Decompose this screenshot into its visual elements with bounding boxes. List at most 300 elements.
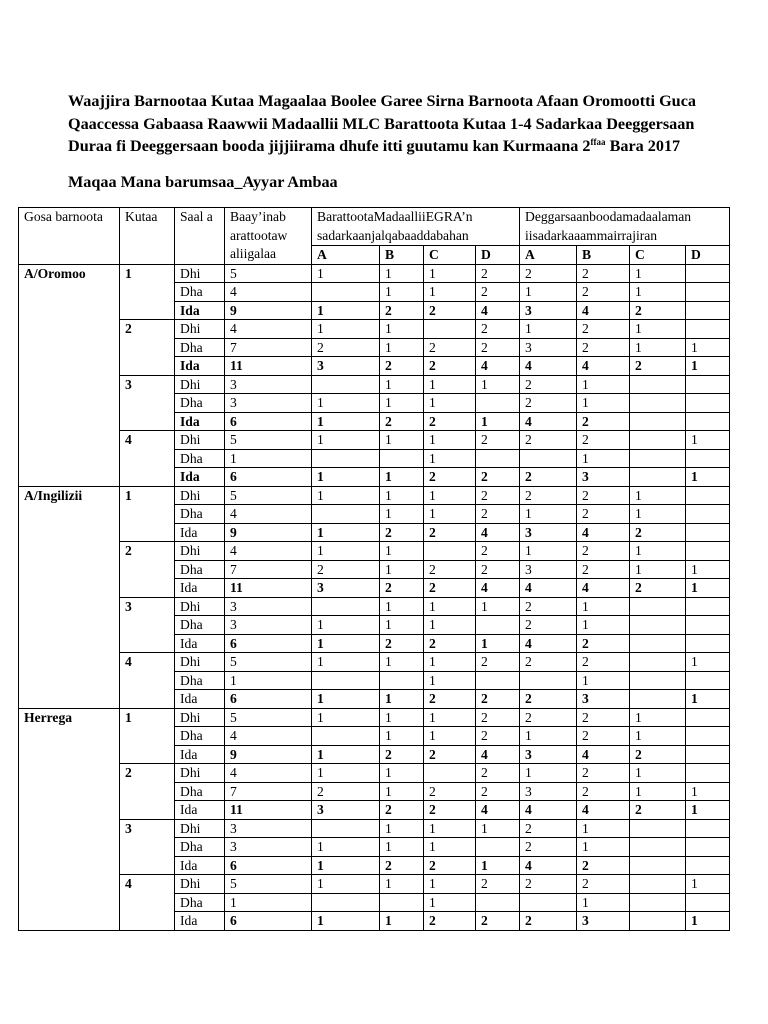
value-cell: 4 <box>577 745 630 764</box>
value-cell: 1 <box>520 320 577 339</box>
total-students-cell: 9 <box>225 745 312 764</box>
value-cell: 1 <box>424 375 476 394</box>
value-cell: 1 <box>380 468 424 487</box>
total-students-cell: 11 <box>225 801 312 820</box>
value-cell <box>686 412 730 431</box>
header-letter: C <box>424 246 476 265</box>
table-row <box>19 431 730 450</box>
value-cell: 1 <box>476 634 520 653</box>
grade-cell: 2 <box>120 542 175 598</box>
value-cell <box>312 283 380 302</box>
value-cell: 1 <box>312 616 380 635</box>
value-cell: 1 <box>380 690 424 709</box>
total-students-cell: 5 <box>225 264 312 283</box>
value-cell: 4 <box>520 801 577 820</box>
value-cell: 1 <box>630 782 686 801</box>
value-cell <box>476 616 520 635</box>
value-cell: 4 <box>520 856 577 875</box>
value-cell <box>686 283 730 302</box>
value-cell: 1 <box>312 838 380 857</box>
value-cell: 1 <box>312 486 380 505</box>
sex-cell: Ida <box>175 912 225 931</box>
total-students-cell: 11 <box>225 357 312 376</box>
value-cell: 3 <box>520 523 577 542</box>
total-students-cell: 11 <box>225 579 312 598</box>
value-cell: 2 <box>630 745 686 764</box>
value-cell: 1 <box>312 634 380 653</box>
document-title <box>68 90 728 158</box>
grade-cell: 3 <box>120 375 175 431</box>
value-cell: 1 <box>380 653 424 672</box>
title-line-2: Qaaccessa Gabaasa Raawwii Madaallii MLC Barattoota Kutaa 1-4 Sadarkaa Deeggersaan <box>68 114 695 133</box>
table-row <box>19 653 730 672</box>
value-cell: 2 <box>424 523 476 542</box>
value-cell: 2 <box>424 579 476 598</box>
title-line-3-text: Duraa fi Deeggersaan booda jijjiirama dhufe itti guutamu kan Kurmaana 2 <box>68 137 591 155</box>
value-cell: 1 <box>686 912 730 931</box>
total-students-cell: 6 <box>225 634 312 653</box>
value-cell: 1 <box>686 560 730 579</box>
value-cell: 3 <box>520 745 577 764</box>
sex-cell: Dha <box>175 671 225 690</box>
header-letter: C <box>630 246 686 265</box>
value-cell: 1 <box>424 283 476 302</box>
value-cell <box>630 634 686 653</box>
value-cell: 2 <box>424 634 476 653</box>
sex-cell: Ida <box>175 412 225 431</box>
value-cell: 1 <box>312 542 380 561</box>
sex-cell: Dha <box>175 283 225 302</box>
value-cell: 2 <box>424 912 476 931</box>
value-cell: 1 <box>577 671 630 690</box>
value-cell: 2 <box>520 653 577 672</box>
value-cell <box>686 320 730 339</box>
total-students-cell: 5 <box>225 708 312 727</box>
value-cell: 1 <box>686 653 730 672</box>
table-row <box>19 375 730 394</box>
total-students-cell: 4 <box>225 764 312 783</box>
value-cell <box>686 542 730 561</box>
table-row <box>19 819 730 838</box>
header-letter: D <box>686 246 730 265</box>
value-cell: 2 <box>520 375 577 394</box>
value-cell: 2 <box>520 431 577 450</box>
value-cell: 2 <box>424 690 476 709</box>
table-row <box>19 486 730 505</box>
value-cell <box>630 893 686 912</box>
value-cell: 2 <box>476 690 520 709</box>
grade-cell: 3 <box>120 597 175 653</box>
value-cell: 1 <box>476 597 520 616</box>
value-cell <box>424 320 476 339</box>
value-cell: 1 <box>424 671 476 690</box>
value-cell: 2 <box>577 708 630 727</box>
value-cell: 1 <box>476 856 520 875</box>
sex-cell: Dha <box>175 449 225 468</box>
value-cell <box>686 301 730 320</box>
value-cell: 1 <box>380 727 424 746</box>
sex-cell: Dha <box>175 338 225 357</box>
value-cell: 2 <box>424 782 476 801</box>
value-cell: 1 <box>312 264 380 283</box>
value-cell: 2 <box>424 801 476 820</box>
total-students-cell: 3 <box>225 394 312 413</box>
value-cell: 1 <box>380 875 424 894</box>
sex-cell: Dhi <box>175 708 225 727</box>
value-cell: 1 <box>630 320 686 339</box>
value-cell <box>630 597 686 616</box>
title-tail: Bara 2017 <box>605 137 681 155</box>
value-cell: 1 <box>686 690 730 709</box>
sex-cell: Dha <box>175 505 225 524</box>
total-students-cell: 6 <box>225 412 312 431</box>
sex-cell: Dha <box>175 394 225 413</box>
value-cell: 2 <box>577 486 630 505</box>
value-cell <box>312 671 380 690</box>
value-cell: 1 <box>424 431 476 450</box>
header-row-main <box>19 208 730 246</box>
total-students-cell: 1 <box>225 671 312 690</box>
value-cell: 1 <box>380 708 424 727</box>
sex-cell: Dha <box>175 616 225 635</box>
grade-cell: 3 <box>120 819 175 875</box>
value-cell: 1 <box>380 375 424 394</box>
value-cell: 1 <box>312 912 380 931</box>
value-cell <box>630 449 686 468</box>
value-cell: 2 <box>630 801 686 820</box>
value-cell: 1 <box>424 449 476 468</box>
sex-cell: Dhi <box>175 875 225 894</box>
value-cell: 1 <box>577 616 630 635</box>
value-cell: 2 <box>424 745 476 764</box>
sex-cell: Ida <box>175 468 225 487</box>
value-cell: 2 <box>476 505 520 524</box>
total-students-cell: 3 <box>225 819 312 838</box>
value-cell <box>424 542 476 561</box>
value-cell: 4 <box>577 801 630 820</box>
value-cell: 2 <box>577 875 630 894</box>
value-cell: 1 <box>380 782 424 801</box>
value-cell <box>686 486 730 505</box>
value-cell <box>380 449 424 468</box>
value-cell: 4 <box>476 301 520 320</box>
value-cell: 2 <box>577 542 630 561</box>
value-cell: 2 <box>577 412 630 431</box>
value-cell: 4 <box>577 579 630 598</box>
value-cell: 1 <box>520 505 577 524</box>
value-cell: 2 <box>476 708 520 727</box>
table-row <box>19 320 730 339</box>
value-cell: 2 <box>476 912 520 931</box>
value-cell: 1 <box>312 468 380 487</box>
sex-cell: Dhi <box>175 264 225 283</box>
sex-cell: Dhi <box>175 653 225 672</box>
value-cell <box>686 449 730 468</box>
value-cell: 1 <box>424 616 476 635</box>
value-cell <box>630 838 686 857</box>
value-cell: 2 <box>520 819 577 838</box>
table-row <box>19 708 730 727</box>
value-cell: 1 <box>630 486 686 505</box>
total-students-cell: 9 <box>225 523 312 542</box>
value-cell: 1 <box>577 597 630 616</box>
value-cell: 2 <box>476 264 520 283</box>
grade-cell: 4 <box>120 875 175 931</box>
value-cell <box>630 819 686 838</box>
value-cell: 2 <box>577 338 630 357</box>
value-cell: 2 <box>424 856 476 875</box>
value-cell: 2 <box>424 560 476 579</box>
value-cell: 1 <box>424 875 476 894</box>
value-cell: 3 <box>312 801 380 820</box>
value-cell: 1 <box>520 283 577 302</box>
value-cell: 2 <box>476 875 520 894</box>
value-cell: 1 <box>380 616 424 635</box>
value-cell: 1 <box>380 431 424 450</box>
header-baay: Baay’inab arattootaw aliigalaa <box>225 208 312 265</box>
header-letter: A <box>520 246 577 265</box>
sex-cell: Dhi <box>175 431 225 450</box>
value-cell <box>686 394 730 413</box>
value-cell: 1 <box>312 764 380 783</box>
value-cell <box>476 893 520 912</box>
value-cell: 2 <box>380 745 424 764</box>
value-cell <box>686 856 730 875</box>
value-cell: 2 <box>520 690 577 709</box>
header-letter: A <box>312 246 380 265</box>
value-cell <box>686 671 730 690</box>
value-cell: 1 <box>520 764 577 783</box>
value-cell: 4 <box>476 579 520 598</box>
value-cell: 2 <box>312 560 380 579</box>
value-cell: 1 <box>312 745 380 764</box>
value-cell <box>312 597 380 616</box>
total-students-cell: 3 <box>225 375 312 394</box>
value-cell <box>630 912 686 931</box>
value-cell: 1 <box>577 838 630 857</box>
value-cell <box>312 449 380 468</box>
total-students-cell: 3 <box>225 616 312 635</box>
value-cell: 1 <box>686 801 730 820</box>
value-cell: 1 <box>686 782 730 801</box>
value-cell: 1 <box>424 708 476 727</box>
value-cell: 1 <box>312 394 380 413</box>
value-cell: 1 <box>476 375 520 394</box>
total-students-cell: 5 <box>225 486 312 505</box>
sex-cell: Ida <box>175 301 225 320</box>
value-cell: 2 <box>577 634 630 653</box>
value-cell: 2 <box>380 634 424 653</box>
value-cell <box>686 616 730 635</box>
value-cell: 1 <box>380 394 424 413</box>
value-cell: 2 <box>380 523 424 542</box>
value-cell: 1 <box>380 486 424 505</box>
total-students-cell: 4 <box>225 320 312 339</box>
header-gosa: Gosa barnoota <box>19 208 120 265</box>
value-cell <box>686 727 730 746</box>
value-cell: 1 <box>312 320 380 339</box>
value-cell <box>520 893 577 912</box>
value-cell: 1 <box>424 597 476 616</box>
title-line-3 <box>68 135 728 158</box>
value-cell: 1 <box>380 283 424 302</box>
value-cell: 2 <box>577 782 630 801</box>
value-cell: 1 <box>577 893 630 912</box>
value-cell: 1 <box>424 264 476 283</box>
value-cell: 2 <box>476 727 520 746</box>
sex-cell: Ida <box>175 357 225 376</box>
value-cell: 1 <box>630 708 686 727</box>
value-cell: 1 <box>686 579 730 598</box>
value-cell: 4 <box>476 801 520 820</box>
value-cell: 2 <box>476 764 520 783</box>
value-cell <box>686 375 730 394</box>
value-cell: 2 <box>520 838 577 857</box>
header-letter: B <box>577 246 630 265</box>
value-cell: 1 <box>686 875 730 894</box>
sex-cell: Dhi <box>175 375 225 394</box>
sex-cell: Dha <box>175 727 225 746</box>
value-cell: 1 <box>424 394 476 413</box>
grade-cell: 1 <box>120 486 175 542</box>
value-cell <box>630 431 686 450</box>
header-group-egra: BarattootaMadaalliiEGRA’n sadarkaanjalqabaaddabahan <box>312 208 520 246</box>
value-cell: 2 <box>476 468 520 487</box>
report-table <box>18 207 730 931</box>
value-cell: 1 <box>630 264 686 283</box>
total-students-cell: 6 <box>225 468 312 487</box>
value-cell: 3 <box>520 301 577 320</box>
total-students-cell: 1 <box>225 449 312 468</box>
value-cell: 1 <box>424 653 476 672</box>
total-students-cell: 5 <box>225 431 312 450</box>
table-row <box>19 764 730 783</box>
value-cell: 3 <box>312 357 380 376</box>
value-cell: 2 <box>577 320 630 339</box>
value-cell: 2 <box>630 579 686 598</box>
total-students-cell: 5 <box>225 875 312 894</box>
total-students-cell: 3 <box>225 838 312 857</box>
value-cell: 1 <box>630 542 686 561</box>
value-cell: 2 <box>476 283 520 302</box>
grade-cell: 1 <box>120 264 175 320</box>
value-cell: 2 <box>577 283 630 302</box>
value-cell <box>424 764 476 783</box>
value-cell <box>312 819 380 838</box>
value-cell: 3 <box>577 468 630 487</box>
total-students-cell: 6 <box>225 856 312 875</box>
value-cell: 3 <box>577 690 630 709</box>
header-letter: D <box>476 246 520 265</box>
sex-cell: Dhi <box>175 542 225 561</box>
subject-cell: Herrega <box>19 708 120 930</box>
value-cell <box>312 893 380 912</box>
value-cell: 3 <box>312 579 380 598</box>
value-cell: 1 <box>312 523 380 542</box>
value-cell <box>686 634 730 653</box>
total-students-cell: 4 <box>225 505 312 524</box>
total-students-cell: 6 <box>225 912 312 931</box>
value-cell: 2 <box>380 579 424 598</box>
value-cell <box>380 893 424 912</box>
value-cell <box>686 505 730 524</box>
value-cell: 1 <box>380 542 424 561</box>
value-cell: 2 <box>520 875 577 894</box>
value-cell: 1 <box>380 597 424 616</box>
value-cell: 2 <box>577 856 630 875</box>
grade-cell: 2 <box>120 764 175 820</box>
sex-cell: Dhi <box>175 819 225 838</box>
value-cell: 1 <box>630 283 686 302</box>
total-students-cell: 3 <box>225 597 312 616</box>
value-cell: 3 <box>520 782 577 801</box>
value-cell: 2 <box>380 412 424 431</box>
subject-cell: A/Ingilizii <box>19 486 120 708</box>
value-cell: 2 <box>577 764 630 783</box>
value-cell: 2 <box>577 727 630 746</box>
value-cell: 2 <box>577 560 630 579</box>
value-cell: 4 <box>476 357 520 376</box>
grade-cell: 4 <box>120 431 175 487</box>
value-cell: 1 <box>577 449 630 468</box>
value-cell: 2 <box>520 486 577 505</box>
header-letter: B <box>380 246 424 265</box>
total-students-cell: 4 <box>225 542 312 561</box>
value-cell: 2 <box>312 338 380 357</box>
value-cell <box>686 708 730 727</box>
value-cell: 4 <box>520 357 577 376</box>
value-cell <box>686 597 730 616</box>
value-cell: 1 <box>424 819 476 838</box>
value-cell: 1 <box>312 708 380 727</box>
value-cell: 2 <box>380 301 424 320</box>
value-cell: 1 <box>630 560 686 579</box>
value-cell: 2 <box>424 338 476 357</box>
value-cell: 1 <box>577 375 630 394</box>
total-students-cell: 1 <box>225 893 312 912</box>
value-cell <box>686 838 730 857</box>
sex-cell: Ida <box>175 801 225 820</box>
value-cell: 2 <box>424 301 476 320</box>
value-cell: 2 <box>380 357 424 376</box>
sex-cell: Dhi <box>175 486 225 505</box>
value-cell: 1 <box>630 764 686 783</box>
value-cell: 2 <box>476 542 520 561</box>
table-row <box>19 542 730 561</box>
table-body <box>19 264 730 930</box>
grade-cell: 4 <box>120 653 175 709</box>
value-cell: 2 <box>520 912 577 931</box>
sex-cell: Dhi <box>175 597 225 616</box>
sex-cell: Ida <box>175 856 225 875</box>
sex-cell: Dha <box>175 893 225 912</box>
value-cell: 1 <box>312 875 380 894</box>
value-cell: 4 <box>577 301 630 320</box>
value-cell: 2 <box>476 486 520 505</box>
value-cell <box>630 394 686 413</box>
value-cell: 1 <box>686 431 730 450</box>
value-cell: 1 <box>380 560 424 579</box>
value-cell: 1 <box>424 505 476 524</box>
value-cell: 1 <box>312 856 380 875</box>
total-students-cell: 7 <box>225 782 312 801</box>
value-cell: 4 <box>520 412 577 431</box>
value-cell: 2 <box>520 616 577 635</box>
value-cell: 2 <box>630 301 686 320</box>
value-cell: 1 <box>577 394 630 413</box>
value-cell <box>630 856 686 875</box>
value-cell: 2 <box>380 856 424 875</box>
